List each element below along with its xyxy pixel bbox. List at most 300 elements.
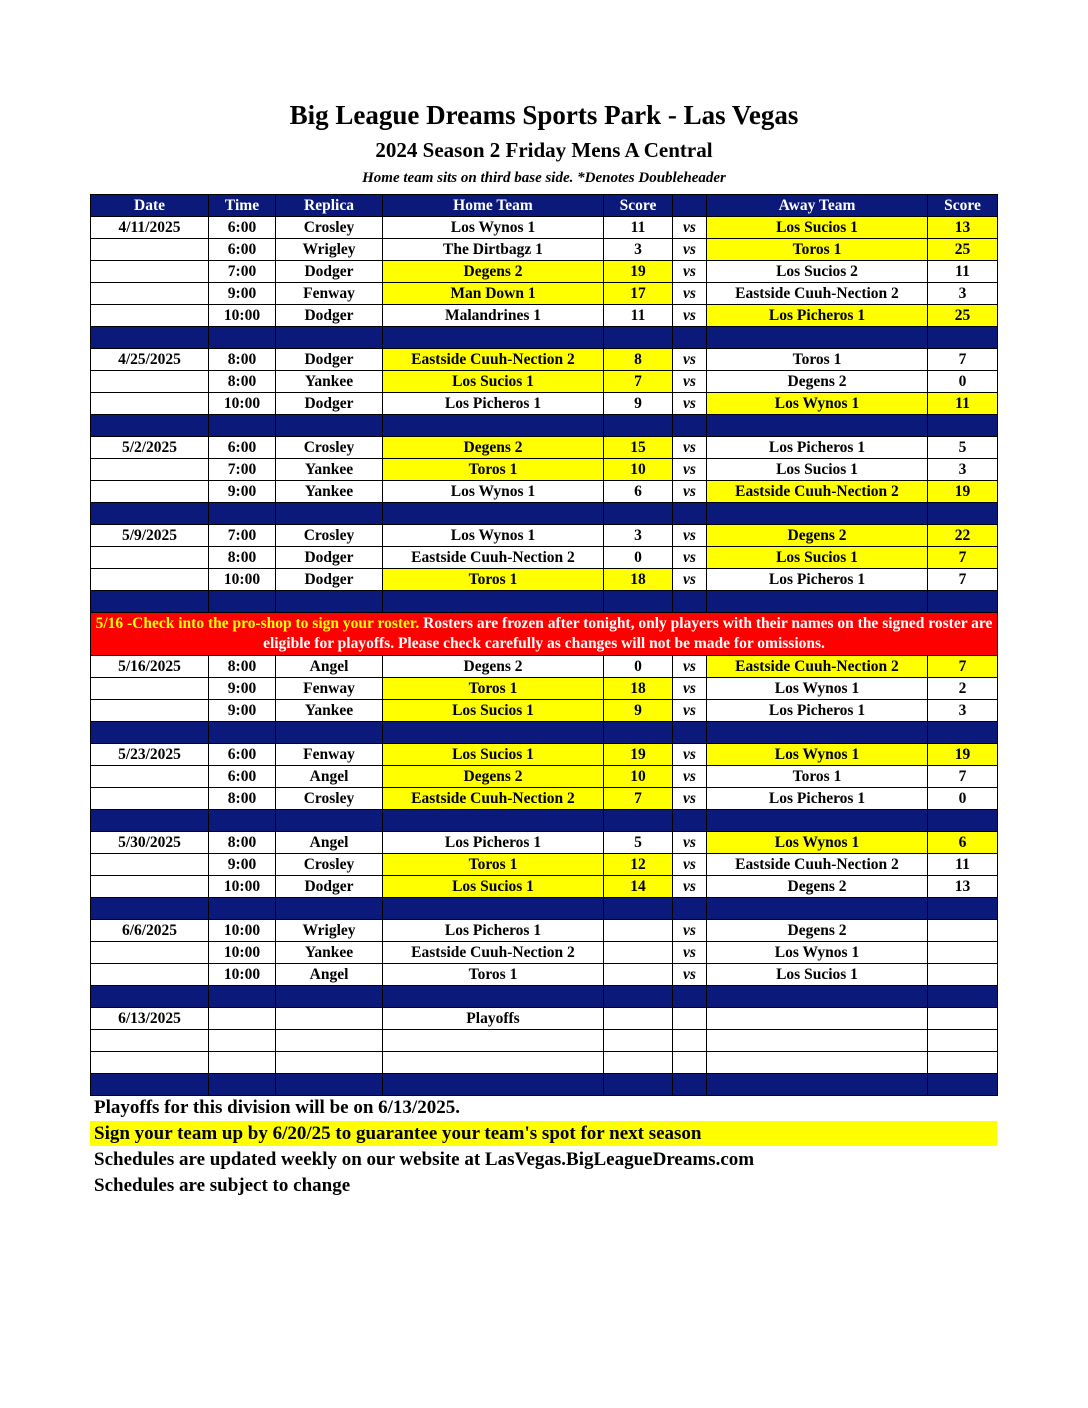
field-cell: Angel (276, 832, 383, 854)
vs-cell: vs (673, 283, 707, 305)
home-score-cell: 12 (604, 854, 673, 876)
time-cell: 8:00 (209, 349, 276, 371)
field-cell: Crosley (276, 788, 383, 810)
home-team-cell: Toros 1 (383, 459, 604, 481)
separator-cell (276, 327, 383, 349)
field-cell: Fenway (276, 283, 383, 305)
vs-cell: vs (673, 656, 707, 678)
date-cell (91, 854, 209, 876)
separator-cell (928, 722, 998, 744)
vs-cell: vs (673, 700, 707, 722)
col-header-home-team: Home Team (383, 195, 604, 217)
home-team-cell: Los Wynos 1 (383, 217, 604, 239)
separator-cell (604, 415, 673, 437)
vs-cell: vs (673, 349, 707, 371)
away-team-cell: Los Picheros 1 (707, 788, 928, 810)
away-team-cell: Los Picheros 1 (707, 437, 928, 459)
away-team-cell: Eastside Cuuh-Nection 2 (707, 283, 928, 305)
time-cell: 6:00 (209, 239, 276, 261)
time-cell: 8:00 (209, 832, 276, 854)
field-cell (276, 1030, 383, 1052)
time-cell: 9:00 (209, 283, 276, 305)
date-cell (91, 942, 209, 964)
separator-cell (673, 503, 707, 525)
separator-cell (928, 591, 998, 613)
separator-cell (673, 810, 707, 832)
home-team-cell: Toros 1 (383, 569, 604, 591)
home-team-cell: Eastside Cuuh-Nection 2 (383, 942, 604, 964)
footer-website-note: Schedules are updated weekly on our website at LasVegas.BigLeagueDreams.com (94, 1149, 755, 1170)
away-team-cell: Los Sucios 1 (707, 964, 928, 986)
table-row (91, 964, 998, 986)
time-cell: 9:00 (209, 700, 276, 722)
separator-row (91, 415, 998, 437)
away-score-cell: 7 (928, 547, 998, 569)
vs-cell: vs (673, 678, 707, 700)
separator-cell (673, 415, 707, 437)
field-cell: Dodger (276, 349, 383, 371)
page-title: Big League Dreams Sports Park - Las Vegas (289, 100, 799, 130)
vs-cell: vs (673, 459, 707, 481)
separator-cell (707, 1074, 928, 1096)
separator-cell (604, 898, 673, 920)
time-cell: 10:00 (209, 569, 276, 591)
schedule-note: Home team sits on third base side. *Denotes Doubleheader (362, 170, 726, 186)
home-score-cell: 19 (604, 744, 673, 766)
away-score-cell: 11 (928, 261, 998, 283)
vs-cell: vs (673, 261, 707, 283)
separator-cell (707, 415, 928, 437)
vs-cell: vs (673, 481, 707, 503)
home-score-cell: 3 (604, 239, 673, 261)
separator-cell (673, 327, 707, 349)
separator-cell (707, 722, 928, 744)
home-score-cell (604, 942, 673, 964)
date-cell (91, 283, 209, 305)
date-cell (91, 393, 209, 415)
away-team-cell (707, 1008, 928, 1030)
separator-cell (276, 503, 383, 525)
separator-cell (383, 327, 604, 349)
vs-cell: vs (673, 766, 707, 788)
time-cell: 10:00 (209, 876, 276, 898)
vs-cell: vs (673, 744, 707, 766)
date-cell (91, 305, 209, 327)
separator-cell (91, 1074, 209, 1096)
away-score-cell (928, 964, 998, 986)
home-score-cell: 15 (604, 437, 673, 459)
away-team-cell: Los Sucios 1 (707, 459, 928, 481)
home-team-cell (383, 1030, 604, 1052)
away-score-cell: 25 (928, 239, 998, 261)
separator-row (91, 898, 998, 920)
home-team-cell: Toros 1 (383, 678, 604, 700)
away-score-cell: 11 (928, 854, 998, 876)
vs-cell: vs (673, 437, 707, 459)
separator-cell (276, 810, 383, 832)
field-cell: Yankee (276, 459, 383, 481)
away-team-cell: Los Picheros 1 (707, 569, 928, 591)
footer-signup-note: Sign your team up by 6/20/25 to guarantee your team's spot for next season (90, 1121, 997, 1146)
field-cell: Dodger (276, 876, 383, 898)
separator-cell (707, 327, 928, 349)
separator-cell (276, 1074, 383, 1096)
home-team-cell: Malandrines 1 (383, 305, 604, 327)
home-team-cell (383, 1052, 604, 1074)
table-row (91, 437, 998, 459)
separator-cell (673, 1074, 707, 1096)
date-cell (91, 964, 209, 986)
table-row (91, 678, 998, 700)
away-score-cell: 3 (928, 700, 998, 722)
table-row (91, 744, 998, 766)
table-row (91, 920, 998, 942)
date-cell (91, 569, 209, 591)
home-score-cell: 6 (604, 481, 673, 503)
time-cell (209, 1052, 276, 1074)
time-cell (209, 1008, 276, 1030)
away-score-cell: 0 (928, 788, 998, 810)
table-row (91, 942, 998, 964)
field-cell: Fenway (276, 744, 383, 766)
field-cell: Crosley (276, 437, 383, 459)
home-score-cell: 10 (604, 766, 673, 788)
table-row (91, 766, 998, 788)
time-cell: 7:00 (209, 525, 276, 547)
separator-cell (91, 898, 209, 920)
home-team-cell: Toros 1 (383, 854, 604, 876)
separator-cell (707, 986, 928, 1008)
roster-notice-row (91, 613, 998, 656)
date-cell (91, 239, 209, 261)
separator-cell (383, 415, 604, 437)
table-row (91, 371, 998, 393)
field-cell: Crosley (276, 525, 383, 547)
field-cell: Yankee (276, 481, 383, 503)
col-header-replica: Replica (276, 195, 383, 217)
vs-cell: vs (673, 788, 707, 810)
separator-cell (209, 327, 276, 349)
separator-cell (383, 591, 604, 613)
separator-cell (707, 810, 928, 832)
date-cell: 4/25/2025 (91, 349, 209, 371)
home-score-cell (604, 964, 673, 986)
home-score-cell: 14 (604, 876, 673, 898)
date-cell: 6/13/2025 (91, 1008, 209, 1030)
field-cell: Angel (276, 656, 383, 678)
vs-cell: vs (673, 964, 707, 986)
field-cell: Dodger (276, 393, 383, 415)
separator-cell (91, 591, 209, 613)
col-header-away-team: Away Team (707, 195, 928, 217)
date-cell: 5/2/2025 (91, 437, 209, 459)
date-cell: 5/16/2025 (91, 656, 209, 678)
field-cell (276, 1008, 383, 1030)
separator-cell (604, 986, 673, 1008)
col-header-home-score: Score (604, 195, 673, 217)
date-cell (91, 481, 209, 503)
field-cell: Crosley (276, 217, 383, 239)
separator-cell (383, 986, 604, 1008)
separator-cell (673, 591, 707, 613)
away-team-cell: Degens 2 (707, 920, 928, 942)
time-cell: 10:00 (209, 964, 276, 986)
field-cell: Wrigley (276, 920, 383, 942)
separator-cell (604, 1074, 673, 1096)
field-cell: Dodger (276, 569, 383, 591)
separator-cell (276, 591, 383, 613)
away-score-cell: 7 (928, 569, 998, 591)
away-team-cell: Los Wynos 1 (707, 744, 928, 766)
field-cell (276, 1052, 383, 1074)
field-cell: Dodger (276, 305, 383, 327)
home-score-cell: 11 (604, 305, 673, 327)
separator-cell (209, 415, 276, 437)
date-cell (91, 1052, 209, 1074)
table-row (91, 854, 998, 876)
vs-cell: vs (673, 393, 707, 415)
separator-row (91, 327, 998, 349)
away-score-cell (928, 1052, 998, 1074)
home-score-cell: 7 (604, 788, 673, 810)
separator-cell (928, 898, 998, 920)
date-cell (91, 371, 209, 393)
away-team-cell: Degens 2 (707, 876, 928, 898)
separator-cell (383, 898, 604, 920)
field-cell: Crosley (276, 854, 383, 876)
table-row (91, 1030, 998, 1052)
home-team-cell: Degens 2 (383, 437, 604, 459)
away-team-cell: Degens 2 (707, 525, 928, 547)
separator-cell (209, 810, 276, 832)
date-cell: 6/6/2025 (91, 920, 209, 942)
home-team-cell: Los Sucios 1 (383, 876, 604, 898)
home-team-cell: Eastside Cuuh-Nection 2 (383, 788, 604, 810)
col-header-vs (673, 195, 707, 217)
home-team-cell: Toros 1 (383, 964, 604, 986)
home-score-cell: 19 (604, 261, 673, 283)
away-score-cell: 25 (928, 305, 998, 327)
separator-cell (209, 503, 276, 525)
field-cell: Angel (276, 766, 383, 788)
separator-row (91, 810, 998, 832)
table-row (91, 525, 998, 547)
table-row (91, 459, 998, 481)
away-score-cell: 2 (928, 678, 998, 700)
field-cell: Angel (276, 964, 383, 986)
separator-cell (928, 415, 998, 437)
separator-cell (604, 503, 673, 525)
separator-cell (383, 810, 604, 832)
table-row (91, 217, 998, 239)
separator-cell (707, 591, 928, 613)
away-score-cell: 7 (928, 656, 998, 678)
home-team-cell: Los Picheros 1 (383, 832, 604, 854)
separator-cell (383, 1074, 604, 1096)
time-cell: 8:00 (209, 371, 276, 393)
vs-cell: vs (673, 371, 707, 393)
home-score-cell: 9 (604, 393, 673, 415)
time-cell: 9:00 (209, 678, 276, 700)
separator-cell (91, 810, 209, 832)
away-team-cell (707, 1030, 928, 1052)
vs-cell: vs (673, 547, 707, 569)
home-score-cell: 3 (604, 525, 673, 547)
separator-cell (604, 722, 673, 744)
date-cell (91, 678, 209, 700)
away-team-cell: Toros 1 (707, 766, 928, 788)
separator-cell (209, 898, 276, 920)
time-cell: 10:00 (209, 305, 276, 327)
home-score-cell (604, 1052, 673, 1074)
field-cell: Wrigley (276, 239, 383, 261)
separator-cell (928, 810, 998, 832)
time-cell: 10:00 (209, 393, 276, 415)
away-team-cell: Los Picheros 1 (707, 700, 928, 722)
table-row (91, 1008, 998, 1030)
field-cell: Dodger (276, 547, 383, 569)
table-row (91, 305, 998, 327)
home-score-cell: 8 (604, 349, 673, 371)
home-score-cell (604, 920, 673, 942)
time-cell: 10:00 (209, 942, 276, 964)
away-team-cell (707, 1052, 928, 1074)
field-cell: Dodger (276, 261, 383, 283)
vs-cell: vs (673, 920, 707, 942)
separator-cell (209, 986, 276, 1008)
away-score-cell: 5 (928, 437, 998, 459)
table-row (91, 481, 998, 503)
away-team-cell: Los Wynos 1 (707, 832, 928, 854)
col-header-time: Time (209, 195, 276, 217)
home-team-cell: Eastside Cuuh-Nection 2 (383, 349, 604, 371)
home-score-cell: 0 (604, 547, 673, 569)
separator-row (91, 1074, 998, 1096)
time-cell: 10:00 (209, 920, 276, 942)
away-team-cell: Los Sucios 1 (707, 547, 928, 569)
away-score-cell: 6 (928, 832, 998, 854)
roster-notice-text: Rosters are frozen after tonight, only players with their names on the signed roster are eligible for playoffs. Please check carefully as changes will not be made for omissions. (263, 615, 993, 652)
home-team-cell: The Dirtbagz 1 (383, 239, 604, 261)
date-cell: 5/30/2025 (91, 832, 209, 854)
home-score-cell (604, 1008, 673, 1030)
vs-cell: vs (673, 876, 707, 898)
time-cell: 8:00 (209, 788, 276, 810)
schedule-body (91, 217, 998, 1096)
date-cell (91, 459, 209, 481)
separator-cell (276, 415, 383, 437)
away-team-cell: Toros 1 (707, 349, 928, 371)
field-cell: Yankee (276, 371, 383, 393)
time-cell: 6:00 (209, 744, 276, 766)
home-team-cell: Playoffs (383, 1008, 604, 1030)
home-team-cell: Man Down 1 (383, 283, 604, 305)
vs-cell: vs (673, 832, 707, 854)
separator-cell (209, 722, 276, 744)
away-score-cell: 0 (928, 371, 998, 393)
away-team-cell: Los Wynos 1 (707, 393, 928, 415)
away-team-cell: Eastside Cuuh-Nection 2 (707, 656, 928, 678)
table-header-row (91, 195, 998, 217)
date-cell: 4/11/2025 (91, 217, 209, 239)
away-score-cell (928, 1008, 998, 1030)
away-score-cell: 19 (928, 481, 998, 503)
schedule-table (90, 194, 998, 1096)
separator-cell (673, 986, 707, 1008)
time-cell: 8:00 (209, 656, 276, 678)
table-row (91, 239, 998, 261)
separator-cell (276, 986, 383, 1008)
date-cell (91, 1030, 209, 1052)
home-score-cell: 11 (604, 217, 673, 239)
vs-cell: vs (673, 569, 707, 591)
page-subtitle: 2024 Season 2 Friday Mens A Central (375, 138, 713, 162)
vs-cell (673, 1052, 707, 1074)
home-score-cell: 17 (604, 283, 673, 305)
home-score-cell: 5 (604, 832, 673, 854)
home-score-cell: 9 (604, 700, 673, 722)
separator-cell (604, 810, 673, 832)
separator-cell (91, 327, 209, 349)
table-row (91, 393, 998, 415)
vs-cell: vs (673, 239, 707, 261)
home-team-cell: Los Wynos 1 (383, 525, 604, 547)
col-header-date: Date (91, 195, 209, 217)
separator-cell (928, 986, 998, 1008)
home-score-cell: 0 (604, 656, 673, 678)
time-cell: 6:00 (209, 766, 276, 788)
home-team-cell: Los Sucios 1 (383, 371, 604, 393)
date-cell (91, 261, 209, 283)
away-score-cell: 13 (928, 217, 998, 239)
roster-notice (91, 613, 998, 656)
separator-cell (707, 898, 928, 920)
home-team-cell: Los Sucios 1 (383, 744, 604, 766)
home-team-cell: Los Sucios 1 (383, 700, 604, 722)
separator-cell (276, 898, 383, 920)
table-row (91, 832, 998, 854)
home-team-cell: Degens 2 (383, 261, 604, 283)
away-team-cell: Los Sucios 2 (707, 261, 928, 283)
date-cell: 5/9/2025 (91, 525, 209, 547)
away-team-cell: Degens 2 (707, 371, 928, 393)
separator-cell (209, 1074, 276, 1096)
separator-row (91, 503, 998, 525)
vs-cell: vs (673, 942, 707, 964)
home-score-cell: 18 (604, 678, 673, 700)
away-score-cell: 11 (928, 393, 998, 415)
table-row (91, 1052, 998, 1074)
separator-cell (276, 722, 383, 744)
home-score-cell: 18 (604, 569, 673, 591)
home-team-cell: Los Wynos 1 (383, 481, 604, 503)
home-team-cell: Los Picheros 1 (383, 920, 604, 942)
away-team-cell: Los Wynos 1 (707, 678, 928, 700)
date-cell (91, 876, 209, 898)
away-score-cell: 7 (928, 349, 998, 371)
home-score-cell (604, 1030, 673, 1052)
table-row (91, 700, 998, 722)
table-row (91, 788, 998, 810)
home-team-cell: Los Picheros 1 (383, 393, 604, 415)
away-score-cell: 7 (928, 766, 998, 788)
away-score-cell: 3 (928, 283, 998, 305)
separator-cell (673, 722, 707, 744)
time-cell: 6:00 (209, 217, 276, 239)
away-team-cell: Los Wynos 1 (707, 942, 928, 964)
vs-cell: vs (673, 217, 707, 239)
separator-cell (604, 591, 673, 613)
